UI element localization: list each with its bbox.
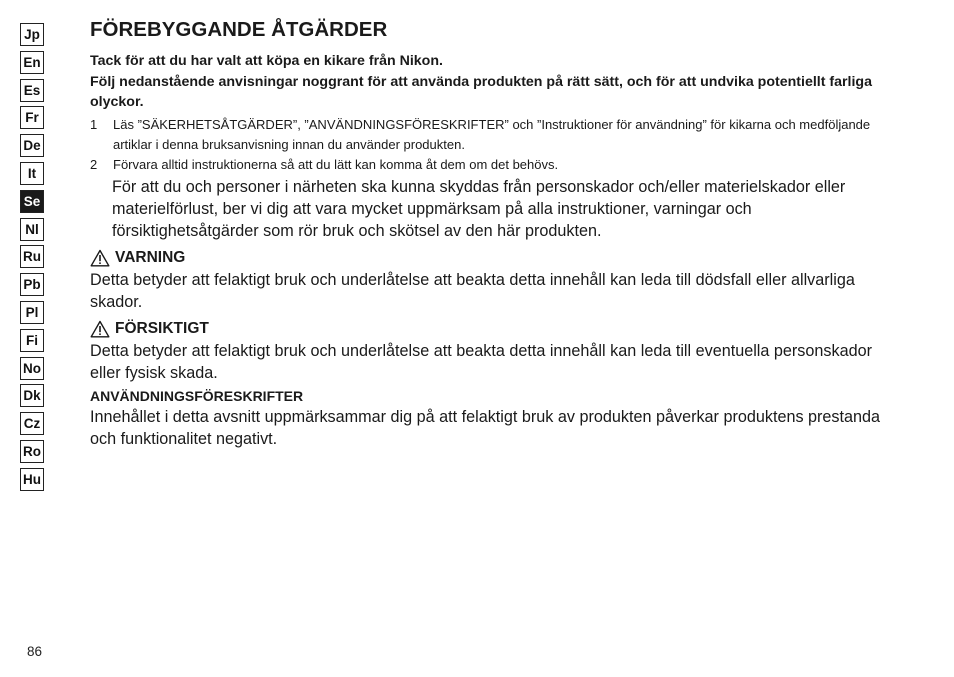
warning-triangle-icon xyxy=(90,249,110,267)
step-text: Förvara alltid instruktionerna så att du lätt kan komma åt dem om det behövs. xyxy=(113,157,559,172)
page-title: FÖREBYGGANDE ÅTGÄRDER xyxy=(90,18,388,41)
step-text: Läs ”SÄKERHETSÅTGÄRDER”, ”ANVÄNDNINGSFÖRESKRIFTER” och ”Instruktioner för användning” för kikarna och medföljande artiklar i denna bruksanvisning innan du använder produkten. xyxy=(113,117,871,152)
warning-text: Detta betyder att felaktigt bruk och underlåtelse att beakta detta innehåll kan leda till dödsfall eller allvarliga skador. xyxy=(90,270,855,311)
step-number: 1 xyxy=(90,117,98,132)
intro-instructions: Följ nedanstående anvisningar noggrant för att använda produkten på rätt sätt, och för att undvika potentiellt farliga olyckor. xyxy=(90,74,872,110)
intro-thanks: Tack för att du har valt att köpa en kikare från Nikon. xyxy=(90,53,443,69)
language-tab-pl: Pl xyxy=(20,301,44,324)
language-tab-nl: Nl xyxy=(20,218,44,241)
language-tab-no: No xyxy=(20,357,44,380)
step-item xyxy=(90,115,900,154)
main-content xyxy=(90,16,900,450)
language-tab-dk: Dk xyxy=(20,384,44,407)
language-tab-fr: Fr xyxy=(20,106,44,129)
step-item xyxy=(90,155,900,175)
step-number: 2 xyxy=(90,157,98,172)
caution-text: Detta betyder att felaktigt bruk och underlåtelse att beakta detta innehåll kan leda till eventuella personskador eller fysisk skada. xyxy=(90,341,872,382)
usage-text: Innehållet i detta avsnitt uppmärksammar dig på att felaktigt bruk av produkten påverkar produktens prestanda och funktionalitet negativt. xyxy=(90,407,881,448)
language-tab-ro: Ro xyxy=(20,440,44,463)
language-tab-cz: Cz xyxy=(20,412,44,435)
attention-text: För att du och personer i närheten ska kunna skyddas från personskador och/eller materielskador eller materielförlust, ber vi dig att vara mycket uppmärksam på alla instruktioner, varningar och försiktighetsåtgärder som rör bruk och skötsel av den här produkten. xyxy=(112,177,846,240)
caution-label: FÖRSIKTIGT xyxy=(115,319,209,337)
caution-triangle-icon xyxy=(90,320,110,338)
language-tab-fi: Fi xyxy=(20,329,44,352)
page-number: 86 xyxy=(27,644,43,659)
language-tab-it: It xyxy=(20,162,44,185)
language-tab-es: Es xyxy=(20,79,44,102)
language-tab-hu: Hu xyxy=(20,468,44,491)
language-tab-ru: Ru xyxy=(20,245,44,268)
language-tabs xyxy=(20,23,44,496)
language-tab-pb: Pb xyxy=(20,273,44,296)
caution-heading xyxy=(90,318,900,340)
language-tab-en: En xyxy=(20,51,44,74)
warning-label: VARNING xyxy=(115,248,186,266)
language-tab-jp: Jp xyxy=(20,23,44,46)
warning-heading xyxy=(90,247,900,269)
language-tab-de: De xyxy=(20,134,44,157)
language-tab-se: Se xyxy=(20,190,44,213)
usage-heading: ANVÄNDNINGSFÖRESKRIFTER xyxy=(90,387,304,404)
